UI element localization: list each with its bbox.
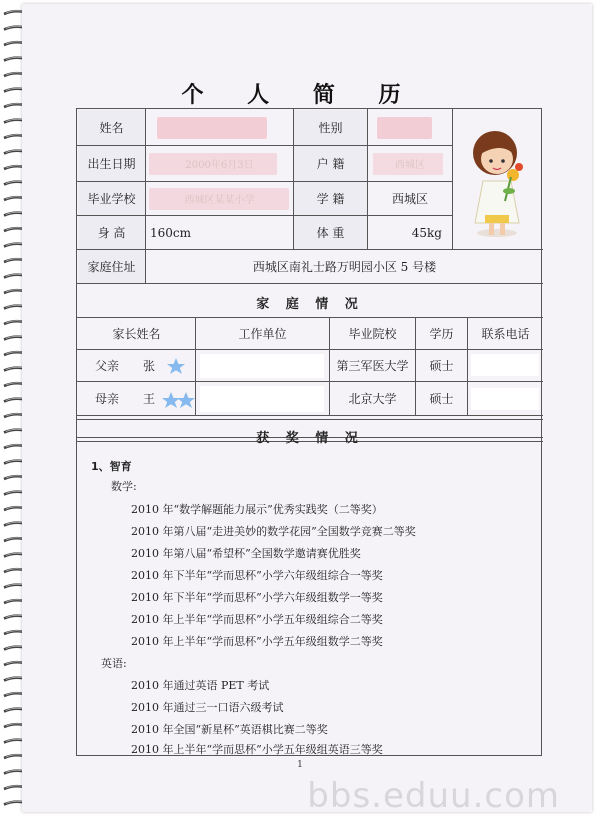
father-surname: 张 [142,359,155,373]
page-title: 个 人 简 历 [181,83,419,108]
award-item: 2010 年通过英语 PET 考试 [131,679,270,692]
father-degree: 硕士 [429,359,454,373]
avatar [453,111,541,248]
family-header-school: 毕业院校 [348,327,397,341]
award-item: 2010 年下半年“学而思杯”小学六年级组数学一等奖 [131,591,383,604]
xueji-label: 学 籍 [294,182,367,215]
award-item: 2010 年上半年“学而思杯”小学五年级组数学二等奖 [131,635,383,648]
family-header-name: 家长姓名 [112,327,161,341]
father-phone-redacted [471,354,539,376]
address-value: 西城区南礼士路万明园小区 5 号楼 [252,260,437,274]
award-item: 2010 年上半年“学而思杯”小学五年级组英语三等奖 [131,743,383,756]
award-item: 2010 年下半年“学而思杯”小学六年级组综合一等奖 [131,569,383,582]
family-header-phone: 联系电话 [481,327,530,341]
award-item: 2010 年第八届“希望杯”全国数学邀请赛优胜奖 [131,547,361,560]
page-number: 1 [297,760,303,770]
star-icon [161,391,197,409]
mother-school: 北京大学 [348,392,397,406]
weight-value: 45kg [411,225,442,240]
awards-heading: 获 奖 情 况 [256,431,364,446]
award-item: 2010 年第八届“走进美妙的数学花园”全国数学竞赛二等奖 [131,525,416,538]
birth-label: 出生日期 [78,146,145,181]
award-item: 2010 年通过三一口语六级考试 [131,701,284,714]
school-redacted [149,188,289,210]
huji-redacted [373,153,443,175]
weight-label: 体 重 [294,216,367,249]
family-header-degree: 学历 [429,327,454,341]
gender-label: 性别 [294,110,367,145]
father-relation: 父亲 [94,359,119,373]
award-item: 2010 年“数学解题能力展示”优秀实践奖（二等奖） [131,503,383,516]
resume-table [76,108,542,756]
height-label: 身 高 [78,216,145,249]
math-label: 数学: [111,480,137,493]
family-header-work: 工作单位 [238,327,287,341]
award-item: 2010 年上半年“学而思杯”小学五年级组综合二等奖 [131,613,383,626]
name-label: 姓名 [78,110,145,145]
award-item: 2010 年全国“新星杯”英语棋比赛二等奖 [131,723,328,736]
family-heading: 家 庭 情 况 [256,297,364,312]
watermark: bbs.eduu.com [307,776,560,816]
school-label: 毕业学校 [78,182,145,215]
xueji-value: 西城区 [391,192,428,206]
birth-redacted [149,153,277,175]
star-icon [165,357,187,375]
father-work-redacted [200,354,324,378]
gender-redacted [377,117,432,139]
mother-surname: 王 [142,392,155,406]
father-school: 第三军医大学 [336,359,409,373]
award-section-title: 1、智育 [91,460,132,473]
huji-label: 户 籍 [294,146,367,181]
name-redacted [157,117,267,139]
english-label: 英语: [101,657,127,670]
mother-phone-redacted [471,388,539,410]
height-value: 160cm [150,225,192,240]
address-label: 家庭住址 [78,250,145,283]
mother-relation: 母亲 [94,392,119,406]
mother-work-redacted [200,386,324,412]
mother-degree: 硕士 [429,392,454,406]
